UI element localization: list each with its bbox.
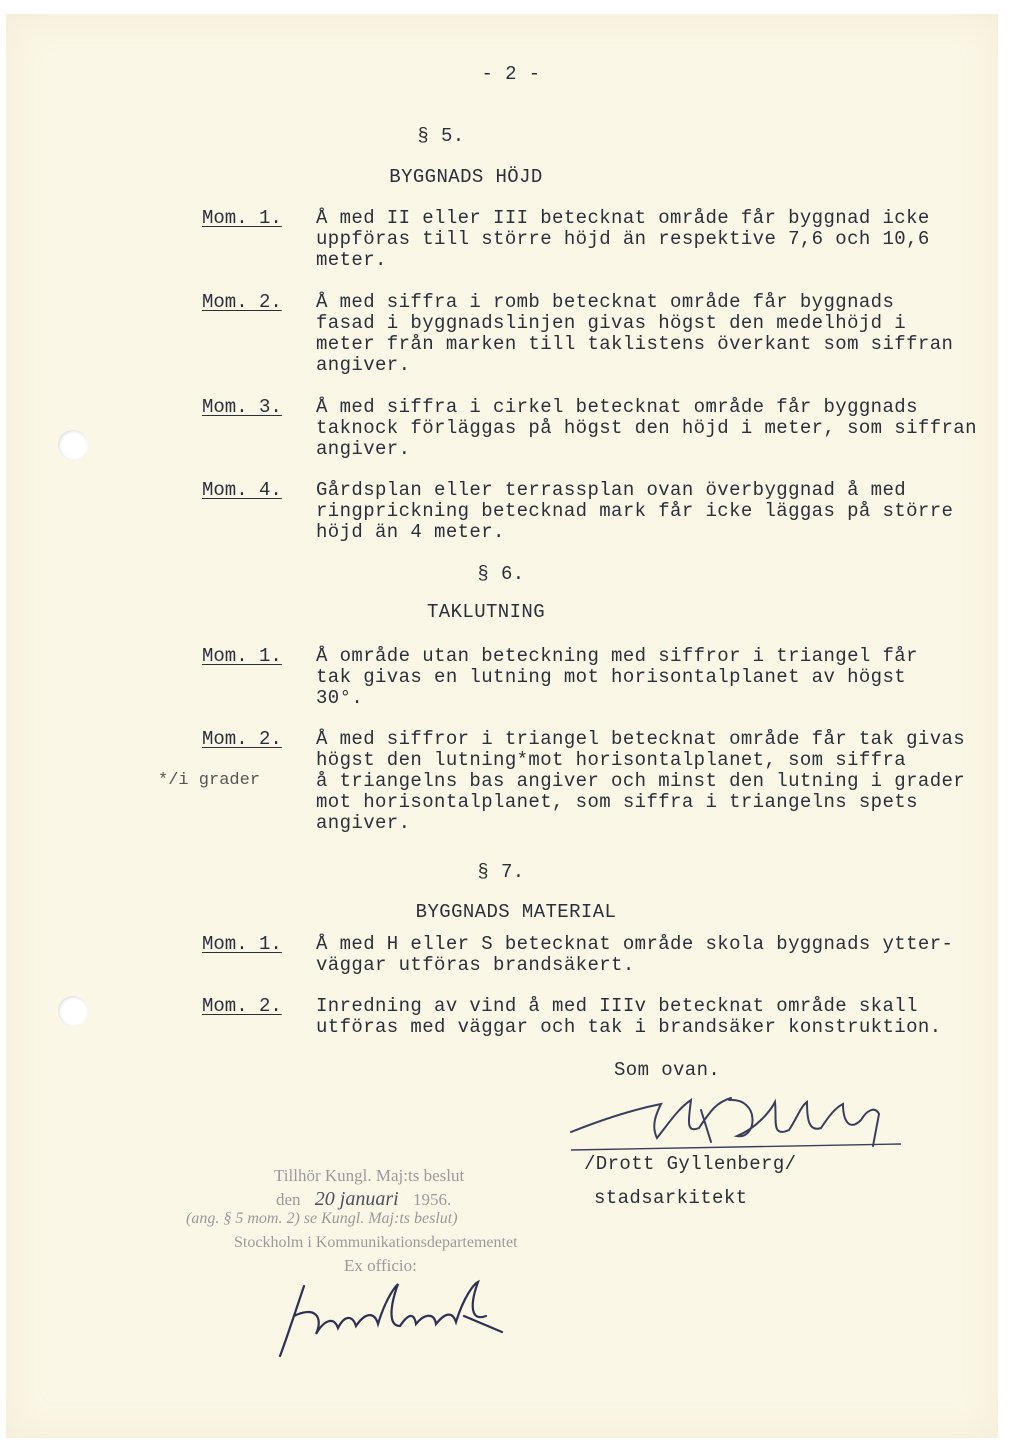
punch-hole-bottom xyxy=(58,996,88,1026)
closing-text: Som ovan. xyxy=(614,1059,721,1081)
section-7-symbol: § 7. xyxy=(477,861,525,883)
stamp-line-2: den 20 januari 1956. xyxy=(276,1188,452,1210)
punch-hole-top xyxy=(58,430,88,460)
mom-label: Mom. 1. xyxy=(202,933,282,955)
section-5-symbol: § 5. xyxy=(417,125,465,147)
signature-lundmark xyxy=(264,1276,524,1366)
mom-label: Mom. 2. xyxy=(202,291,282,313)
mom-text: Å med II eller III betecknat område får byggnad icke uppföras till större höjd än respektive 7,6 och 10,6 meter. xyxy=(316,207,930,271)
mom-text: Å med siffror i triangel betecknat område får tak givas högst den lutning*mot horisontalplanet, som siffra å triangelns bas angiver och minst den lutning i grader mot horisontalplanet, som siffra i triangelns spets angiver. xyxy=(316,728,966,834)
stamp-handwritten-date: 20 januari xyxy=(314,1188,399,1210)
signatory-name: /Drott Gyllenberg/ xyxy=(584,1153,797,1175)
mom-label: Mom. 2. xyxy=(202,995,282,1017)
section-6-title: TAKLUTNING xyxy=(426,601,546,623)
stamp-line-3: (ang. § 5 mom. 2) se Kungl. Maj:ts beslut) xyxy=(186,1210,458,1227)
section-5-title: BYGGNADS HÖJD xyxy=(389,166,543,188)
mom-text: Å med siffra i romb betecknat område får byggnads fasad i byggnadslinjen givas högst den medelhöjd i meter från marken till taklistens överkant som siffran angiver. xyxy=(316,291,954,376)
mom-label: Mom. 4. xyxy=(202,479,282,501)
signature-gyllenberg xyxy=(561,1080,921,1160)
page-number: - 2 - xyxy=(481,63,541,85)
section-7-title: BYGGNADS MATERIAL xyxy=(415,901,617,923)
mom-text: Gårdsplan eller terrassplan ovan överbyggnad å med ringprickning betecknad mark får icke läggas på större höjd än 4 meter. xyxy=(316,479,954,543)
margin-note: */i grader xyxy=(158,771,261,790)
mom-label: Mom. 1. xyxy=(202,207,282,229)
stamp-line-1: Tillhör Kungl. Maj:ts beslut xyxy=(274,1166,465,1185)
mom-label: Mom. 3. xyxy=(202,396,282,418)
document-page xyxy=(6,14,998,1438)
mom-text: Å med H eller S betecknat område skola byggnads ytter- väggar utföras brandsäkert. xyxy=(316,933,954,976)
mom-label: Mom. 2. xyxy=(202,728,282,750)
mom-text: Å med siffra i cirkel betecknat område får byggnads taknock förläggas på högst den höjd i meter, som siffran angiver. xyxy=(316,396,977,460)
mom-label: Mom. 1. xyxy=(202,645,282,667)
section-6-symbol: § 6. xyxy=(477,563,525,585)
stamp-line-4: Stockholm i Kommunikationsdepartementet xyxy=(234,1234,518,1251)
signatory-title: stadsarkitekt xyxy=(594,1187,748,1209)
mom-text: Inredning av vind å med IIIv betecknat område skall utföras med väggar och tak i brandsäker konstruktion. xyxy=(316,995,942,1038)
stamp-line-5: Ex officio: xyxy=(344,1256,417,1275)
mom-text: Å område utan beteckning med siffror i triangel får tak givas en lutning mot horisontalplanet av högst 30°. xyxy=(316,645,918,709)
